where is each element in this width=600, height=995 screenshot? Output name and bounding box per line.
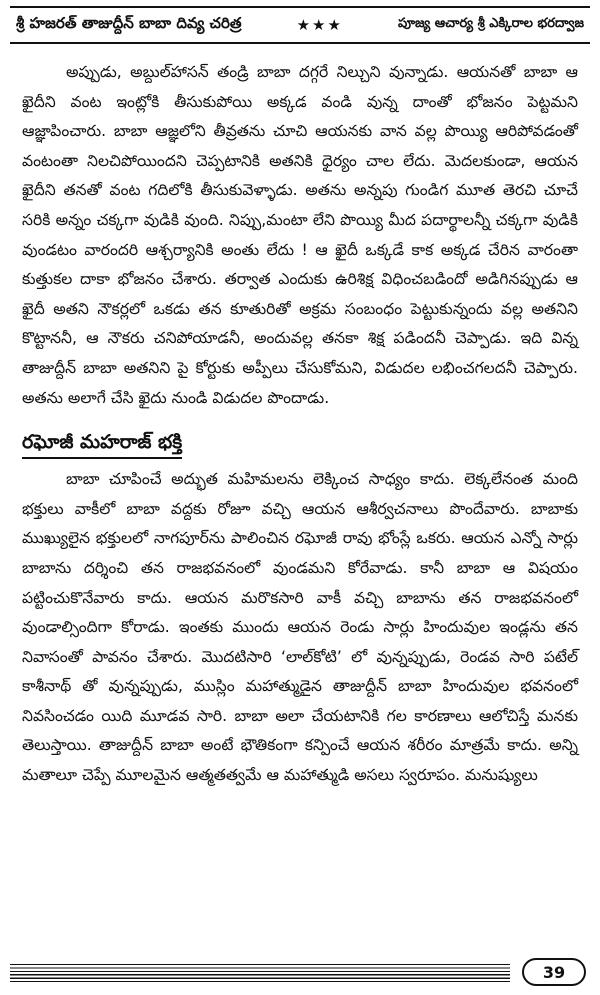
page-body <box>22 58 578 791</box>
page-number: 39 <box>522 958 586 986</box>
footer-rule-lines <box>10 964 510 982</box>
book-title: శ్రీ హజరత్ తాజుద్దీన్ బాబా దివ్య చరిత్ర <box>16 14 242 32</box>
star-ornament: ★★★ <box>296 16 343 34</box>
paragraph-1: అప్పుడు, అబ్దుల్‌హాసన్ తండ్రి బాబా దగ్గరే నిల్చుని వున్నాడు. ఆయనతో బాబా ఆ ఖైదీని వంట ఇంట్లోకి తీసుకుపోయి అక్కడ వండి వున్న దాంతో భోజనం పెట్టమని ఆజ్ఞాపించారు. బాబా ఆజ్ఞలోని తీవ్రతను చూచి ఆయనకు వాన వల్ల పొయ్యి ఆరిపోవడంతో వంటంతా నిలచిపోయిందని చెప్పటానికి అతనికి ధైర్యం చాల లేదు. మెదలకుండా, ఆయన ఖైదీని తనతో వంట గదిలోకి తీసుకువెళ్ళాడు. అతను అన్నపు గుండిగ మూత తెరచి చూచే సరికి అన్నం చక్కగా వుడికి వుంది. నిప్పు,మంటా లేని పొయ్యి మీద పదార్థాలన్నీ చక్కగా వుడికి వుండటం వారందరి ఆశ్చర్యానికి అంతు లేదు ! ఆ ఖైదీ ఒక్కడే కాక అక్కడ చేరిన వారంతా కుత్తుకల దాకా భోజనం చేశారు. తర్వాత ఎందుకు ఉరిశిక్ష విధించబడిందో అడిగినప్పుడు ఆ ఖైదీ అతని నౌకర్లలో ఒకడు తన కూతురితో అక్రమ సంబంధం పెట్టుకున్నందు వల్ల అతనిని కొట్టాననీ, ఆ నౌకరు చనిపోయాడనీ, అందువల్ల తనకా శిక్ష పడిందనీ చెప్పాడు. ఇది విన్న తాజుద్దీన్ బాబా అతనిని పై కోర్టుకు అప్పీలు చేసుకోమని, విడుదల లభించగలదనీ చెప్పారు. అతను అలాగే చేసి ఖైదు నుండి విడుదల పొందాడు. <box>22 63 578 407</box>
page-footer <box>10 958 590 988</box>
author-name: పూజ్య ఆచార్య శ్రీ ఎక్కిరాల భరద్వాజ <box>397 16 584 31</box>
paragraph-2: బాబా చూపించే అద్భుత మహిమలను లెక్కించ సాధ్యం కాదు. లెక్కలేనంత మంది భక్తులు వాకీలో బాబా వద్దకు రోజూ వచ్చి ఆయన ఆశీర్వచనాలు పొందేవారు. బాబాకు ముఖ్యులైన భక్తులలో నాగపూర్‌ను పాలించిన రఘోజీ రావు భోంస్లే ఒకరు. ఆయన ఎన్నో సార్లు బాబాను దర్శించి తన రాజభవనంలో వుండమని కోరేవాడు. కానీ బాబా ఆ విషయం పట్టించుకొనేవారు కాదు. ఆయన మరొకసారి వాకీ వచ్చి బాబాను తన రాజభవనంలో వుండాల్సిందిగా కోరాడు. ఇంతకు ముందు ఆయన రెండు సార్లు హిందువుల ఇండ్లను తన నివాసంతో పావనం చేశారు. మొదటిసారి ‘లాల్‌కోటి’ లో వున్నప్పుడు, రెండవ సారి పటేల్ కాశీనాథ్ తో వున్నప్పుడు, ముస్లిం మహాత్ముడైన తాజుద్దీన్ బాబా హిందువుల భవనంలో నివసించడం యిది మూడవ సారి. బాబా అలా చేయటానికి గల కారణాలు ఆలోచిస్తే మనకు తెలుస్తాయి. తాజుద్దీన్ బాబా అంటే భౌతికంగా కన్పించే ఆయన శరీరం మాత్రమే కాదు. అన్ని మతాలూ చెప్పే మూలమైన ఆత్మతత్వమే ఆ మహాత్ముడి అసలు స్వరూపం. మనుష్యులు <box>22 470 578 785</box>
running-header <box>10 6 590 44</box>
section-heading: రఘోజీ మహరాజ్ భక్తి <box>22 427 182 459</box>
